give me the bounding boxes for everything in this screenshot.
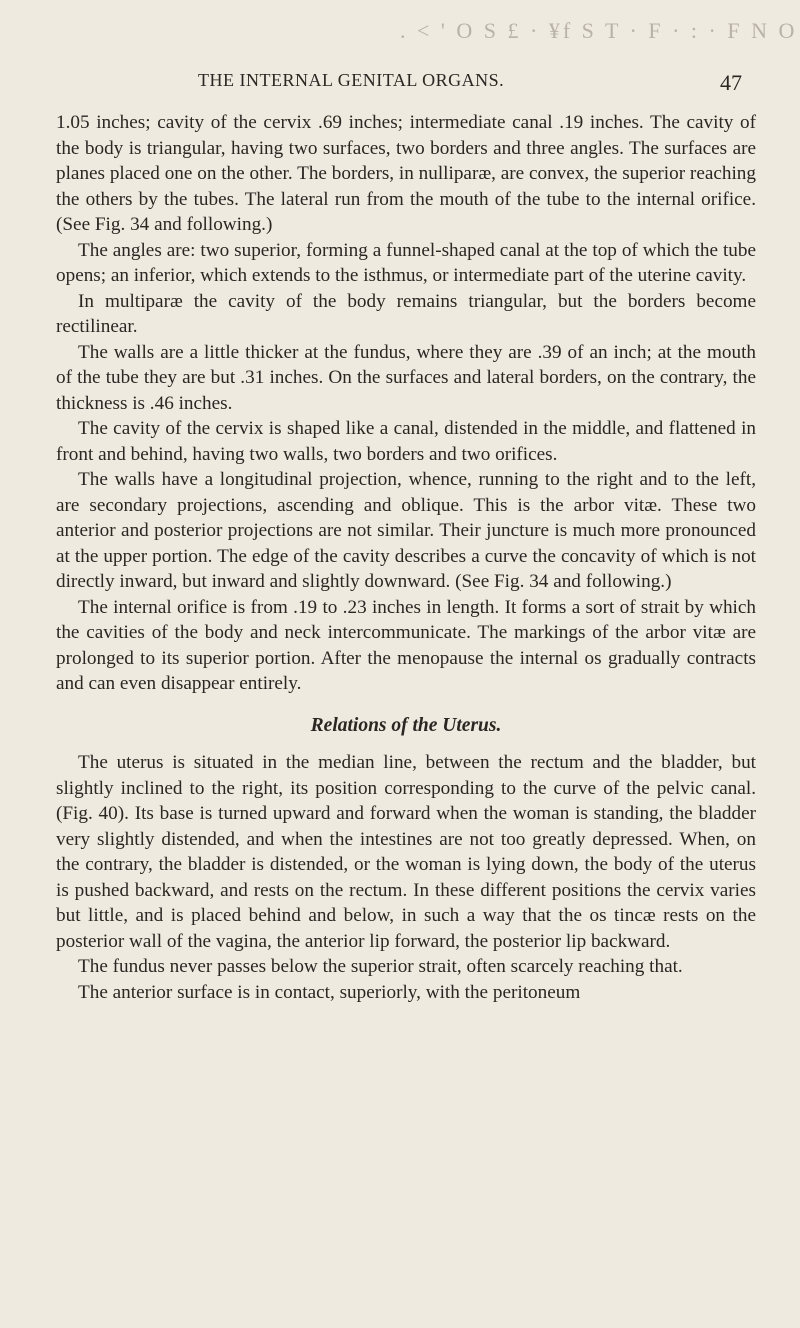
running-header [198,70,682,91]
paragraph: The uterus is situated in the median line, between the rectum and the bladder, but slightly inclined to the right, its position corresponding to the curve of the pelvic canal. (Fig. 40). Its base is turned upward and forward when the woman is standing, the bladder very slightly distended, and when the intestines are not too greatly depressed. When, on the contrary, the bladder is distended, or the woman is lying down, the body of the uterus is pushed backward, and rests on the rectum. In these different positions the cervix varies but little, and is placed behind and below, in such a way that the os tincæ rests on the posterior wall of the vagina, the anterior lip forward, the posterior lip backward. [56,752,756,952]
bleed-through-text: . < ' O S £ · ¥f S T · F · : · F N O [400,18,798,43]
paragraph: The internal orifice is from .19 to .23 inches in length. It forms a sort of strait by which the cavities of the body and neck intercommunicate. The markings of the arbor vitæ are prolonged to its superior portion. After the menopause the internal os gradually contracts and can even disappear entirely. [56,596,756,694]
paragraph: The walls have a longitudinal projection, whence, running to the right and to the left, are secondary projections, ascending and oblique. This is the arbor vitæ. These two anterior and posterior projections are not similar. Their juncture is much more pronounced at the upper portion. The edge of the cavity describes a curve the concavity of which is not directly inward, but inward and slightly downward. (See Fig. 34 and following.) [56,469,756,592]
body-text [56,110,756,1005]
paragraph: The angles are: two superior, forming a funnel-shaped canal at the top of which the tube opens; an inferior, which extends to the isthmus, or intermediate part of the uterine cavity. [56,239,756,286]
section-title: Relations of the Uterus. [310,714,502,736]
paragraph: The anterior surface is in contact, superiorly, with the peritoneum [78,981,581,1003]
paragraph: The cavity of the cervix is shaped like a canal, distended in the middle, and flattened in front and behind, having two walls, two borders and two orifices. [56,418,756,465]
paragraph: 1.05 inches; cavity of the cervix .69 inches; intermediate canal .19 inches. The cavity of the body is triangular, having two surfaces, two borders and three angles. The surfaces are planes placed one on the other. The borders, in nulliparæ, are convex, the superior reaching the others by the tubes. The lateral run from the mouth of the tube to the internal orifice. (See Fig. 34 and following.) [56,112,756,235]
page-number: 47 [720,70,742,95]
paragraph: In multiparæ the cavity of the body remains triangular, but the borders become rectilinear. [56,290,756,337]
paragraph: The fundus never passes below the superior strait, often scarcely reaching that. [78,956,683,977]
page-header-title: THE INTERNAL GENITAL ORGANS. [198,70,505,90]
paragraph: The walls are a little thicker at the fundus, where they are .39 of an inch; at the mouth of the tube they are but .31 inches. On the surfaces and lateral borders, on the contrary, the thickness is .46 inches. [56,341,756,414]
